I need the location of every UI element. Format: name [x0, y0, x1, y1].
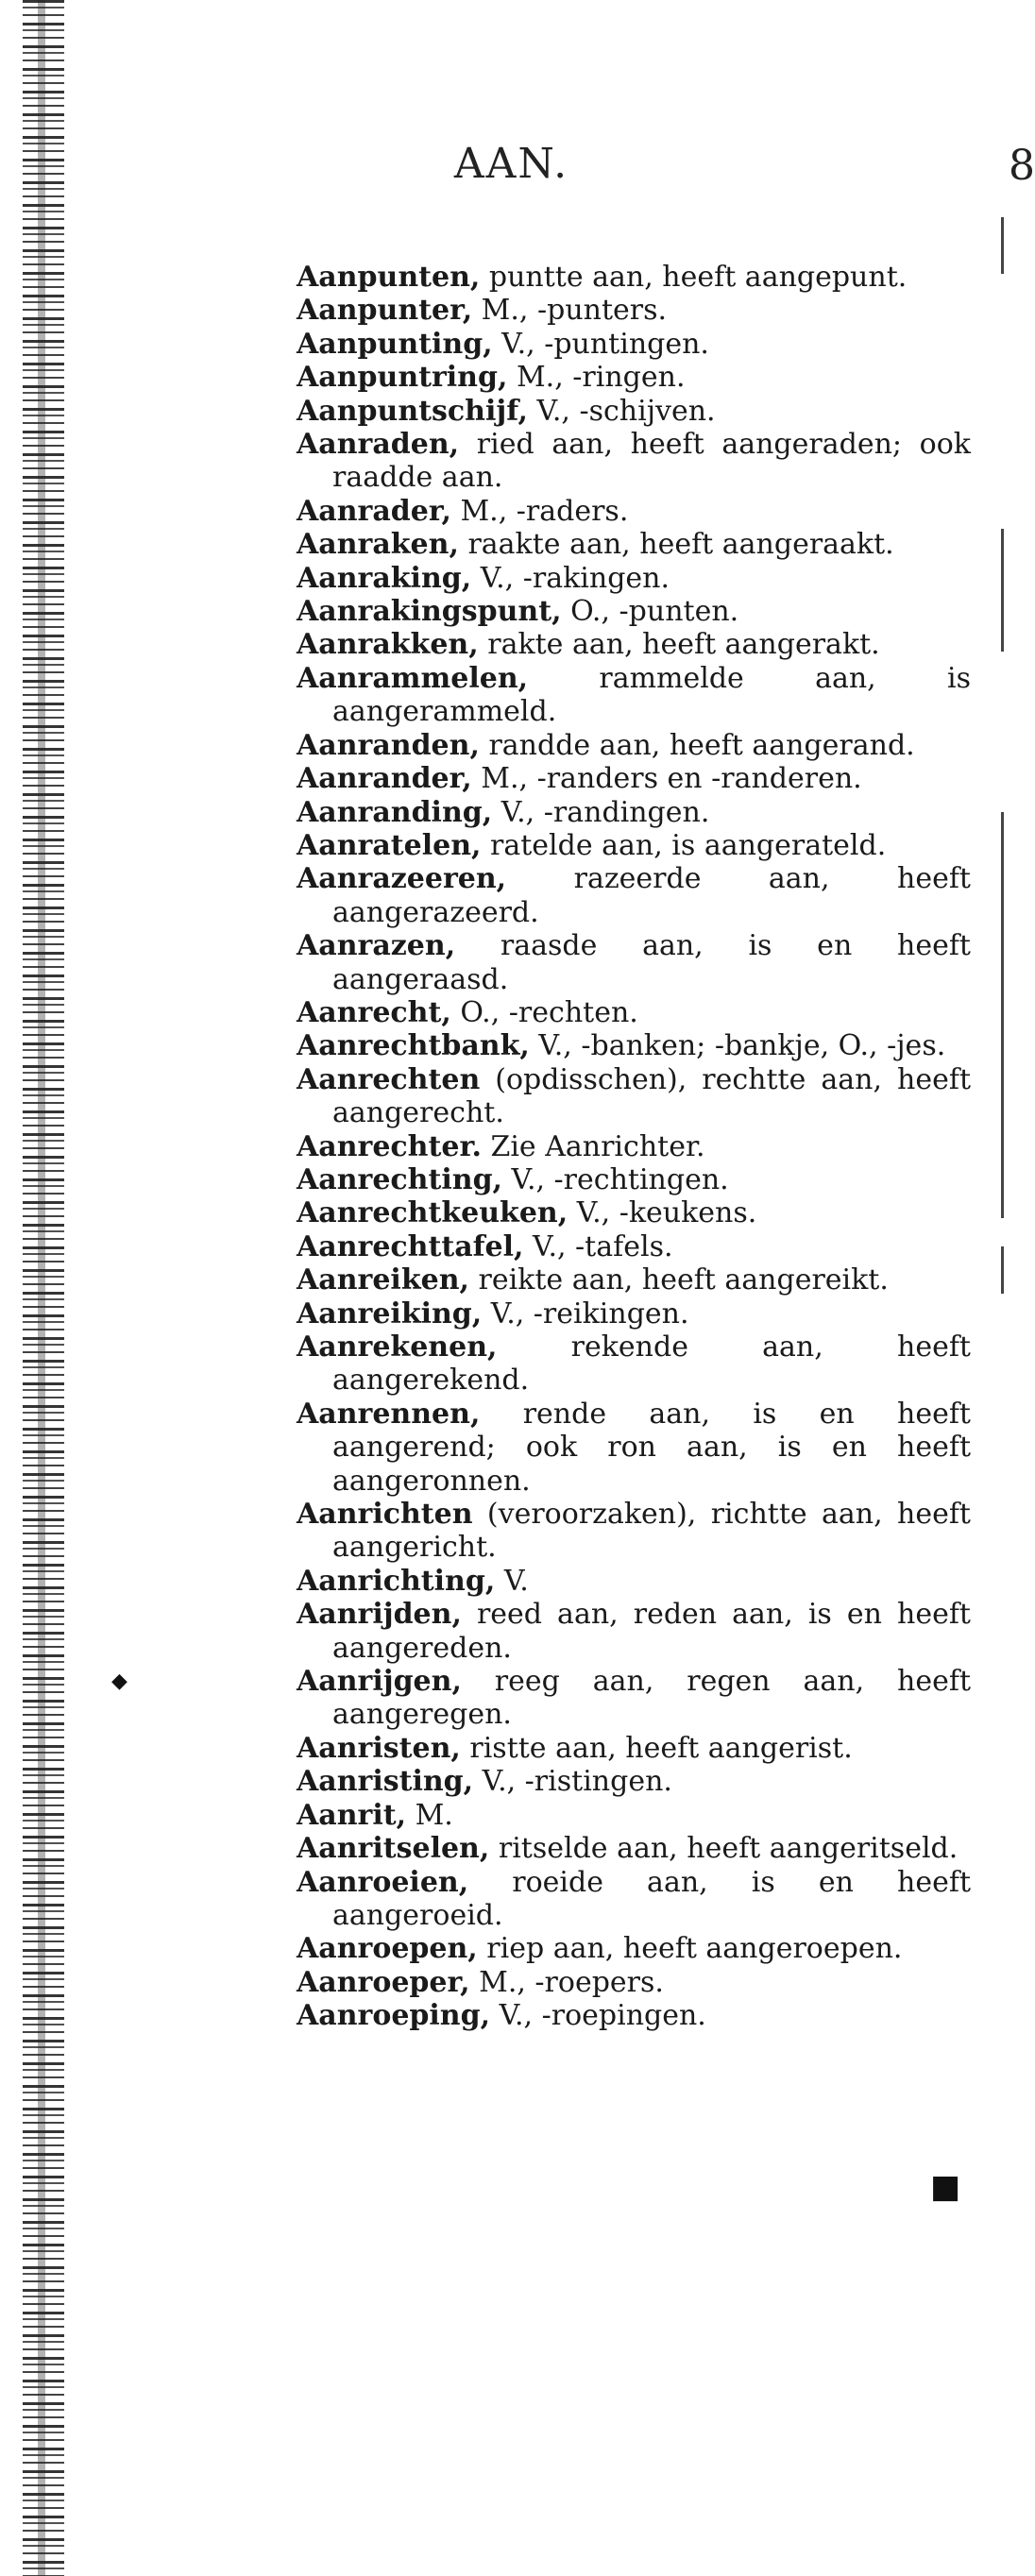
dictionary-entry	[297, 1999, 971, 2032]
dictionary-entries	[297, 261, 971, 2033]
entry-definition: reeg aan, regen aan, heeft aangeregen.	[332, 1665, 971, 1732]
headword: Aanrakingspunt,	[297, 595, 562, 629]
ink-blot-icon: ■	[930, 2168, 961, 2206]
dictionary-entry	[297, 1196, 971, 1229]
dictionary-entry	[297, 361, 971, 394]
entry-definition: Zie Aanrichter.	[481, 1129, 705, 1163]
entry-definition: V., -randingen.	[492, 795, 710, 829]
entry-definition: ried aan, heeft aangeraden; ook raadde aan.	[332, 428, 971, 495]
dictionary-entry	[297, 1297, 971, 1330]
entry-definition: O., -rechten.	[450, 995, 638, 1029]
entry-definition: M., -raders.	[450, 494, 629, 528]
dictionary-entry	[297, 662, 971, 729]
entry-definition: (opdisschen), rechtte aan, heeft aangerecht.	[332, 1062, 971, 1130]
dictionary-entry	[297, 1799, 971, 1832]
entry-definition: puntte aan, heeft aangepunt.	[480, 261, 908, 294]
headword: Aanrechtbank,	[297, 1029, 530, 1063]
entry-definition: V., -reikingen.	[482, 1296, 689, 1330]
dictionary-entry	[297, 1765, 971, 1798]
column-rule	[1001, 812, 1004, 1218]
page-header: AAN.	[453, 140, 569, 188]
headword: Aanroepen,	[297, 1932, 478, 1966]
entry-definition: rende aan, is en heeft aangerend; ook ron aan, is en heeft aangeronnen.	[332, 1397, 971, 1498]
column-rule	[1001, 217, 1004, 274]
entry-definition: ratelde aan, is aangerateld.	[481, 828, 887, 862]
entry-definition: M., -ringen.	[507, 361, 686, 395]
dictionary-entry	[297, 762, 971, 795]
headword: Aanrijgen,	[297, 1665, 462, 1699]
entry-definition: V.	[495, 1564, 529, 1598]
entry-definition: M., -punters.	[472, 294, 668, 328]
headword: Aanrakken,	[297, 628, 479, 662]
entry-definition: rakte aan, heeft aangerakt.	[478, 628, 880, 662]
entry-definition: randde aan, heeft aangerand.	[479, 728, 915, 762]
dictionary-entry	[297, 1598, 971, 1665]
entry-definition: V., -rakingen.	[471, 561, 670, 595]
dictionary-entry	[297, 1063, 971, 1130]
dictionary-entry	[297, 1498, 971, 1565]
entry-definition: O., -punten.	[561, 595, 739, 629]
headword: Aanranden,	[297, 728, 480, 762]
headword: Aanpunting,	[297, 327, 493, 361]
dictionary-entry	[297, 862, 971, 929]
dictionary-entry	[297, 1130, 971, 1163]
entry-definition: V., -roepingen.	[490, 1999, 706, 2033]
headword: Aanroeping,	[297, 1999, 491, 2033]
headword: Aanroeien,	[297, 1865, 469, 1899]
dictionary-entry	[297, 628, 971, 661]
entry-definition: raasde aan, is en heeft aangeraasd.	[332, 929, 971, 996]
dictionary-entry	[297, 1866, 971, 1933]
dictionary-entry	[297, 428, 971, 495]
headword: Aanrader,	[297, 494, 451, 528]
dictionary-entry	[297, 395, 971, 428]
headword: Aanrechttafel,	[297, 1229, 524, 1263]
dictionary-entry	[297, 495, 971, 528]
entry-definition: M., -randers en -randeren.	[471, 762, 862, 796]
headword: Aanrekenen,	[297, 1330, 498, 1364]
dictionary-entry	[297, 1163, 971, 1196]
headword: Aanrechtkeuken,	[297, 1196, 568, 1230]
headword: Aanraken,	[297, 528, 459, 562]
headword: Aanrammelen,	[297, 661, 529, 695]
headword: Aanristen,	[297, 1731, 461, 1765]
headword: Aanratelen,	[297, 828, 482, 862]
entry-definition: V., -ristingen.	[473, 1765, 672, 1799]
headword: Aanrennen,	[297, 1397, 481, 1431]
headword: Aanrichten	[297, 1498, 473, 1532]
dictionary-entry	[297, 796, 971, 829]
dictionary-entry	[297, 1029, 971, 1062]
entry-definition: reikte aan, heeft aangereikt.	[468, 1263, 889, 1297]
dictionary-entry	[297, 328, 971, 361]
headword: Aanrechten	[297, 1062, 481, 1096]
dictionary-entry	[297, 929, 971, 996]
column-rule	[1001, 1246, 1004, 1294]
column-rule	[1001, 529, 1004, 652]
headword: Aanrechter.	[297, 1129, 482, 1163]
headword: Aanranding,	[297, 795, 493, 829]
entry-definition: V., -tafels.	[523, 1229, 673, 1263]
entry-definition: V., -banken; -bankje, O., -jes.	[529, 1029, 946, 1063]
headword: Aanraking,	[297, 561, 472, 595]
entry-definition: V., -puntingen.	[492, 327, 709, 361]
dictionary-entry	[297, 996, 971, 1029]
dictionary-entry	[297, 595, 971, 628]
dictionary-entry	[297, 829, 971, 862]
dictionary-entry	[297, 261, 971, 294]
dictionary-entry	[297, 562, 971, 595]
entry-definition: reed aan, reden aan, is en heeft aangereden.	[332, 1598, 971, 1665]
headword: Aanrichting,	[297, 1564, 496, 1598]
entry-definition: ritselde aan, heeft aangeritseld.	[489, 1832, 959, 1866]
headword: Aanrijden,	[297, 1598, 462, 1632]
entry-definition: razeerde aan, heeft aangerazeerd.	[332, 862, 971, 929]
dictionary-entry	[297, 1732, 971, 1765]
headword: Aanpunter,	[297, 294, 473, 328]
entry-definition: M., -roepers.	[469, 1965, 664, 1999]
headword: Aanrechting,	[297, 1162, 502, 1196]
dictionary-entry	[297, 294, 971, 327]
dictionary-entry	[297, 1665, 971, 1732]
entry-definition: riep aan, heeft aangeroepen.	[477, 1932, 903, 1966]
dictionary-entry	[297, 1330, 971, 1398]
headword: Aanreiken,	[297, 1263, 469, 1297]
entry-definition: V., -keukens.	[568, 1196, 757, 1230]
margin-mark-icon: ◆	[111, 1669, 127, 1693]
entry-definition: rammelde aan, is aangerammeld.	[332, 661, 971, 729]
headword: Aanrazen,	[297, 929, 456, 963]
entry-definition: ristte aan, heeft aangerist.	[460, 1731, 853, 1765]
headword: Aanritselen,	[297, 1832, 490, 1866]
entry-definition: roeide aan, is en heeft aangeroeid.	[332, 1865, 971, 1932]
entry-definition: V., -rechtingen.	[501, 1162, 729, 1196]
entry-definition: V., -schijven.	[527, 394, 716, 428]
headword: Aanrit,	[297, 1798, 407, 1832]
dictionary-entry	[297, 1932, 971, 1965]
entry-definition: rekende aan, heeft aangerekend.	[332, 1330, 971, 1398]
dictionary-entry	[297, 1263, 971, 1296]
dictionary-entry	[297, 1565, 971, 1598]
headword: Aanrecht,	[297, 995, 451, 1029]
entry-definition: (veroorzaken), richtte aan, heeft aangericht.	[332, 1498, 971, 1565]
headword: Aanroeper,	[297, 1965, 470, 1999]
dictionary-entry	[297, 1398, 971, 1498]
entry-definition: M.	[406, 1798, 453, 1832]
headword: Aanraden,	[297, 428, 460, 462]
entry-definition: raakte aan, heeft aangeraakt.	[458, 528, 894, 562]
binding-shadow	[38, 0, 45, 2576]
headword: Aanrazeeren,	[297, 862, 507, 896]
page-number-fragment: 8	[1009, 142, 1035, 190]
dictionary-entry	[297, 1832, 971, 1865]
headword: Aanpuntring,	[297, 361, 508, 395]
headword: Aanreiking,	[297, 1296, 483, 1330]
dictionary-entry	[297, 528, 971, 561]
headword: Aanpunten,	[297, 261, 481, 294]
headword: Aanrander,	[297, 762, 472, 796]
dictionary-entry	[297, 1966, 971, 1999]
dictionary-entry	[297, 1230, 971, 1263]
dictionary-entry	[297, 729, 971, 762]
headword: Aanpuntschijf,	[297, 394, 528, 428]
headword: Aanristing,	[297, 1765, 474, 1799]
